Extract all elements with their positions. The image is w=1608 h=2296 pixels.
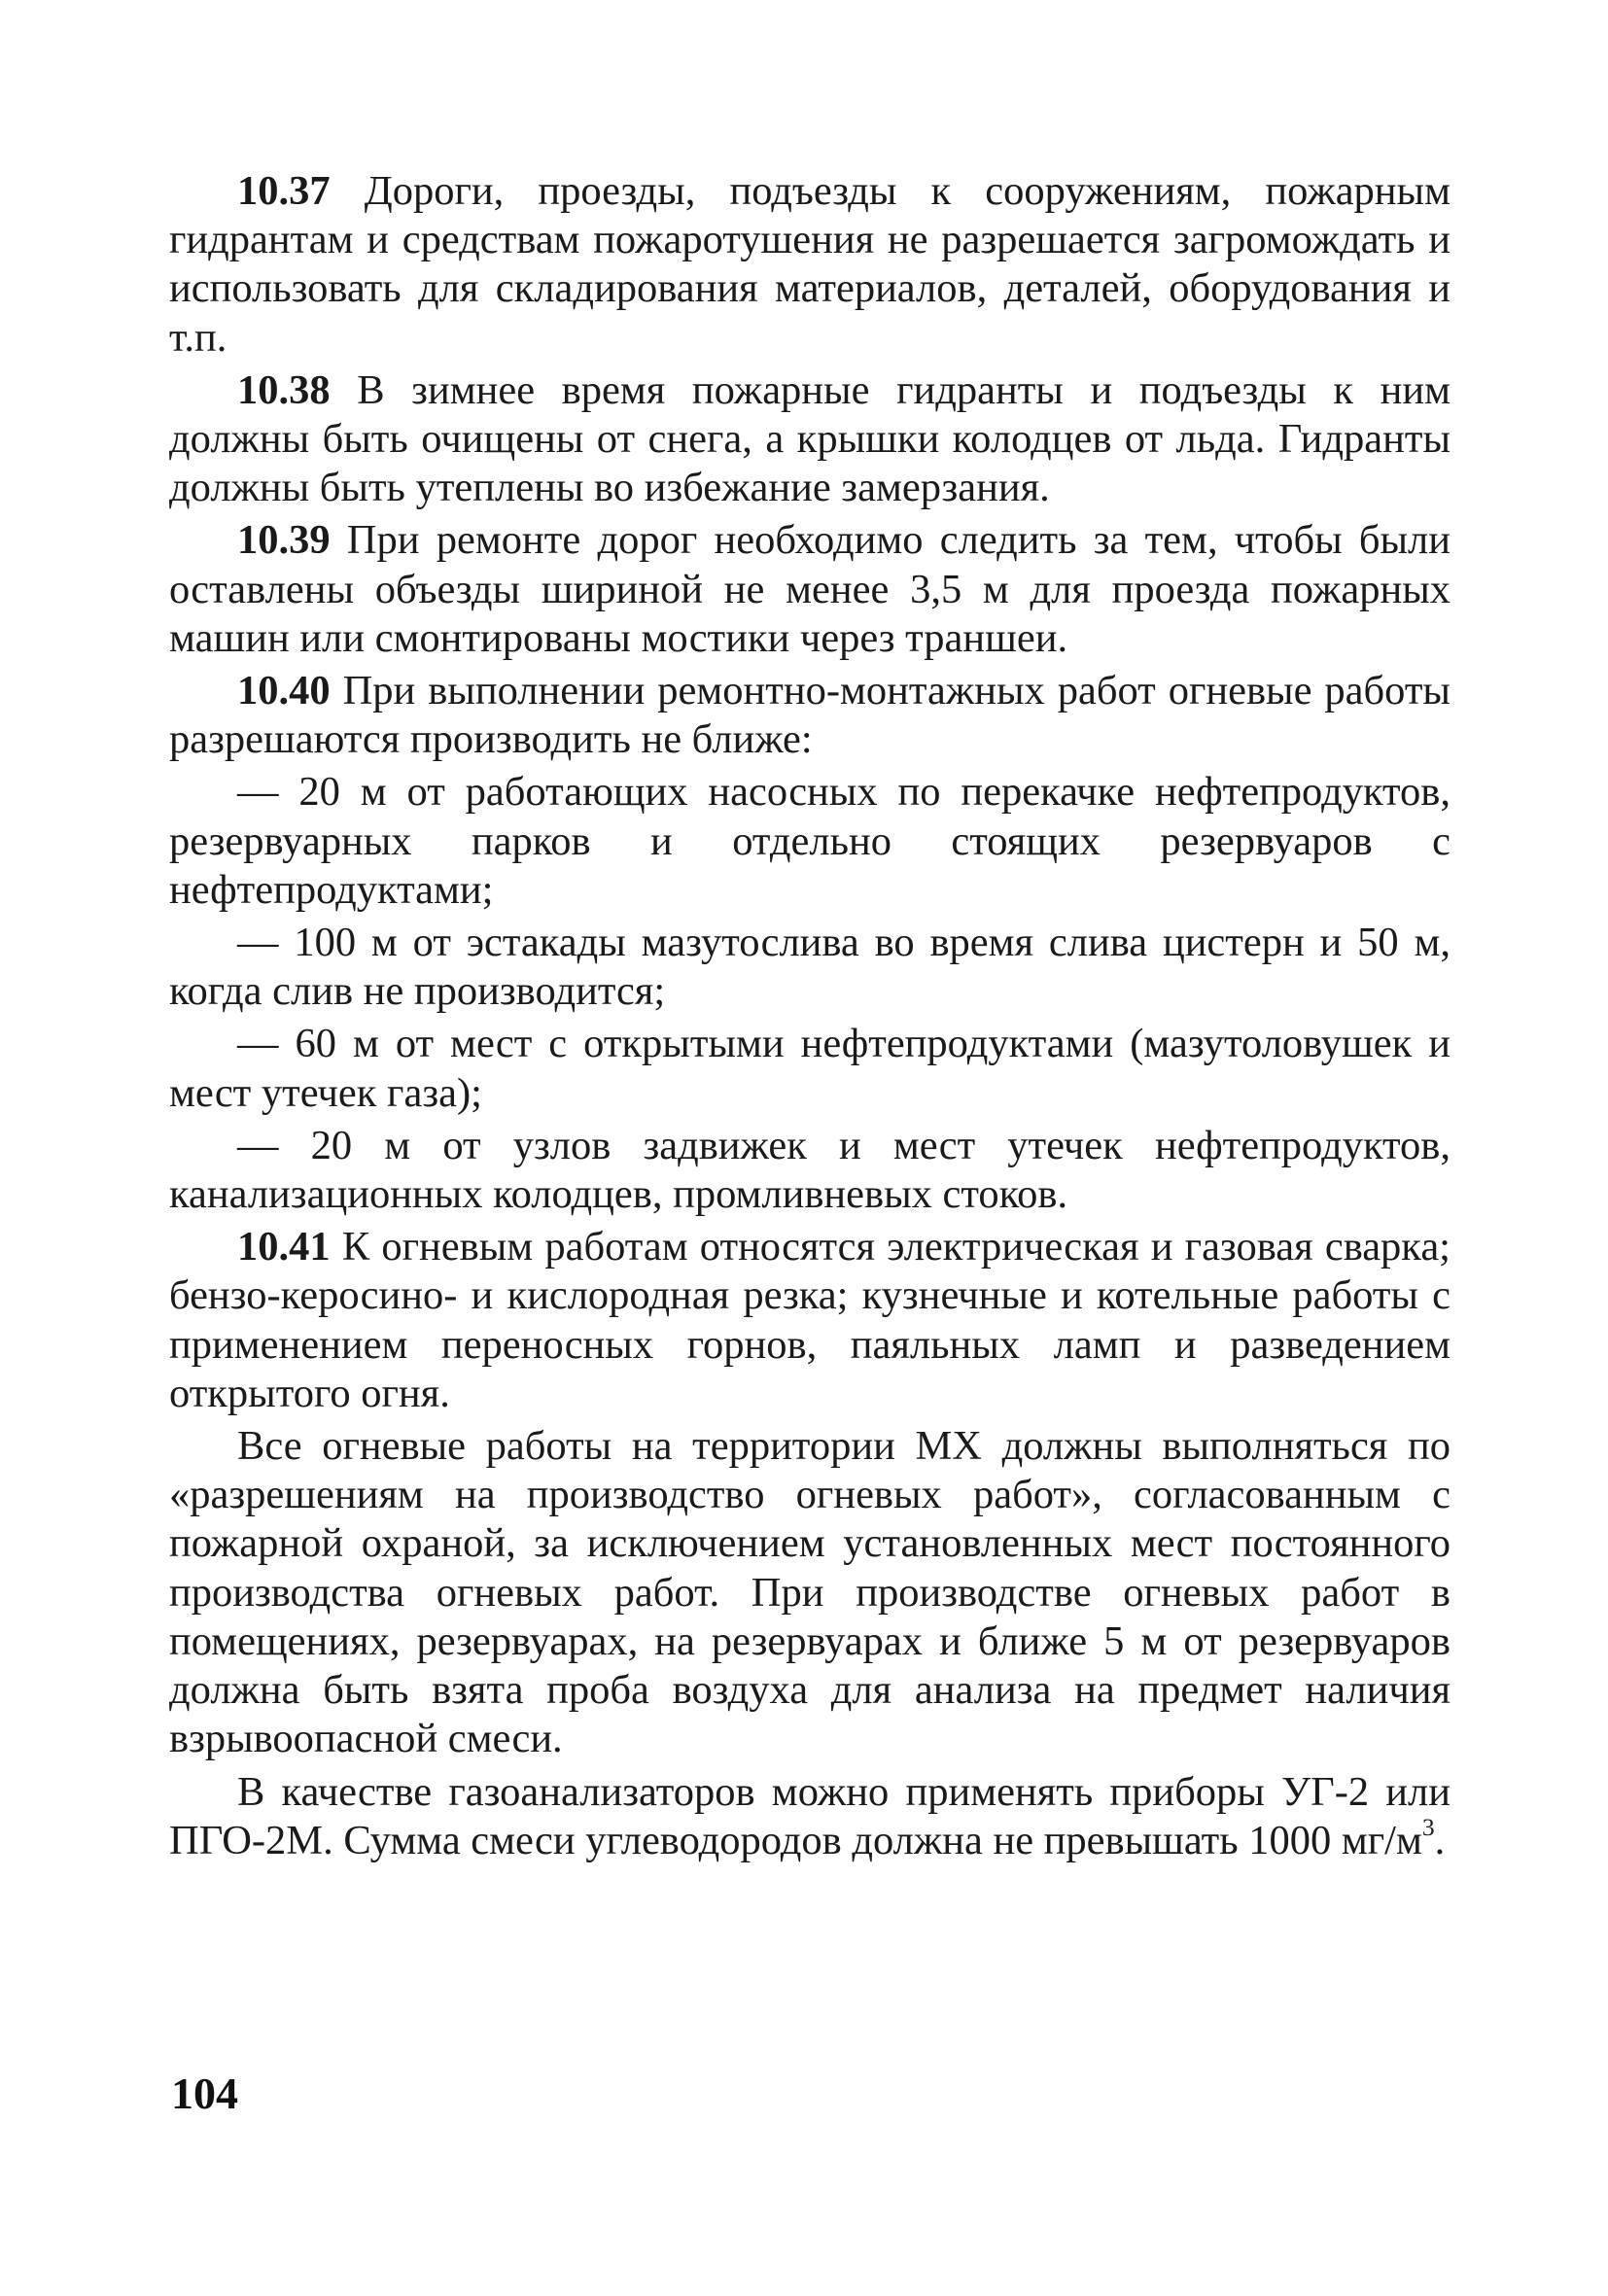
list-item-text: — 20 м от работающих насосных по перекачке нефтепродуктов, резервуарных парков и отдельно стоящих резервуаров с нефтепродуктами; (169, 769, 1451, 913)
paragraph-text: К огневым работам относятся электрическая и газовая сварка; бензо-керосино- и кислородная резка; кузнечные и котельные работы с применением переносных горнов, паяльных ламп и разведением открытого огня. (169, 1224, 1451, 1416)
clause-number: 10.38 (237, 366, 331, 413)
page-number: 104 (171, 2069, 238, 2118)
superscript-exponent: 3 (1421, 1812, 1435, 1841)
paragraph-text: В качестве газоанализаторов можно применять приборы УГ-2 или ПГО-2М. Сумма смеси углеводородов должна не превышать 1000 мг/м (169, 1768, 1451, 1863)
list-item-60m-open-products (169, 1020, 1451, 1117)
paragraph-fire-permits (169, 1422, 1451, 1763)
list-item-text: — 60 м от мест с открытыми нефтепродуктами (мазутоловушек и мест утечек газа); (169, 1021, 1451, 1116)
paragraph-text: При выполнении ремонтно-монтажных работ огневые работы разрешаются производить не ближе: (169, 668, 1451, 763)
final-period: . (1434, 1817, 1446, 1863)
list-item-20m-valves (169, 1122, 1451, 1219)
paragraph-text: Дороги, проезды, подъезды к сооружениям, пожарным гидрантам и средствам пожаротушения не разрешается загромождать и использовать для складирования материалов, деталей, оборудования и т.п. (169, 168, 1451, 361)
list-item-20m-pumps (169, 768, 1451, 915)
clause-number: 10.39 (237, 517, 331, 564)
paragraph-10-40 (169, 667, 1451, 764)
paragraph-10-39 (169, 516, 1451, 663)
page-body (169, 167, 1451, 1869)
list-item-text: — 100 м от эстакады мазутослива во время слива цистерн и 50 м, когда слив не производится; (169, 920, 1451, 1015)
paragraph-text: При ремонте дорог необходимо следить за тем, чтобы были оставлены объезды шириной не менее 3,5 м для проезда пожарных машин или смонтированы мостики через траншеи. (169, 517, 1451, 661)
paragraph-text: В зимнее время пожарные гидранты и подъезды к ним должны быть очищены от снега, а крышки колодцев от льда. Гидранты должны быть утеплены во избежание замерзания. (169, 366, 1451, 511)
list-item-text: — 20 м от узлов задвижек и мест утечек нефтепродуктов, канализационных колодцев, промливневых стоков. (169, 1122, 1451, 1218)
paragraph-gas-analyzers (169, 1768, 1451, 1865)
paragraph-10-38 (169, 366, 1451, 513)
paragraph-text: Все огневые работы на территории МХ должны выполняться по «разрешениям на производство огневых работ», согласованным с пожарной охраной, за исключением установленных мест постоянного производства огневых работ. При производстве огневых работ в помещениях, резервуарах, на резервуарах и ближе 5 м от резервуаров должна быть взята проба воздуха для анализа на предмет наличия взрывоопасной смеси. (169, 1423, 1451, 1762)
clause-number: 10.37 (237, 168, 331, 214)
list-item-100m-trestle (169, 919, 1451, 1016)
clause-number: 10.41 (237, 1224, 331, 1270)
paragraph-10-37 (169, 167, 1451, 363)
clause-number: 10.40 (237, 668, 331, 714)
paragraph-10-41 (169, 1223, 1451, 1418)
